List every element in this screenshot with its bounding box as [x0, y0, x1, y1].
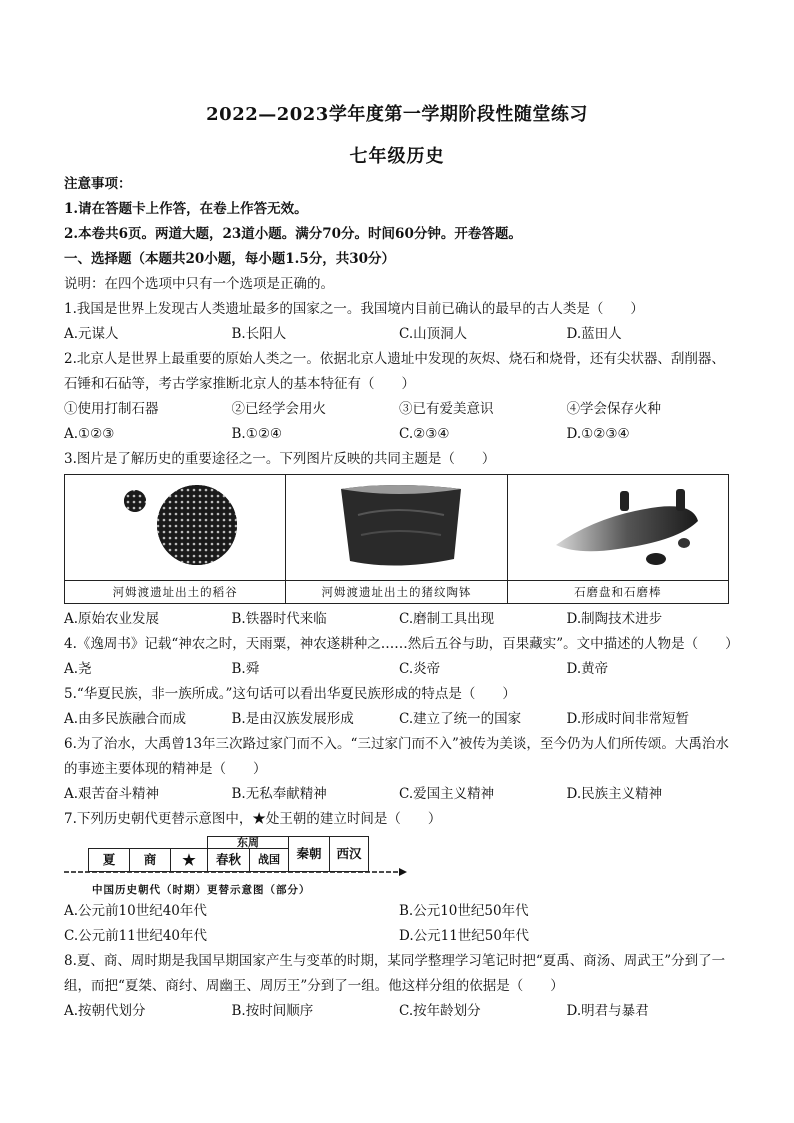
timeline-caption: 中国历史朝代（时期）更替示意图（部分）: [92, 884, 311, 896]
options-row: [64, 899, 734, 924]
option-a: A.由多民族融合而成: [64, 711, 187, 727]
option-d: D.公元11世纪50年代: [399, 928, 529, 944]
option-b: B.铁器时代来临: [231, 611, 327, 627]
option-b: B.舜: [231, 661, 260, 677]
timeline-shang: 商: [129, 848, 171, 872]
items-row: [64, 397, 734, 422]
picture-caption: 河姆渡遗址出土的猪纹陶钵: [286, 580, 506, 603]
notice-heading: 注意事项：: [64, 176, 132, 192]
option-c: C.公元前11世纪40年代: [64, 928, 207, 944]
grinding-stone-image: [508, 475, 728, 580]
question-stem: 5.“华夏民族，非一族所成。”这句话可以看出华夏民族形成的特点是（ ）: [64, 686, 516, 702]
question-stem: 7.下列历史朝代更替示意图中，★处王朝的建立时间是（ ）: [64, 811, 442, 827]
section-note: 说明：在四个选项中只有一个选项是正确的。: [64, 276, 334, 292]
option-a: A.公元前10世纪40年代: [64, 903, 207, 919]
picture-cell: [508, 475, 728, 603]
option-b: B.按时间顺序: [231, 1003, 314, 1019]
rice-grains-image: [65, 475, 285, 580]
timeline-zhanguo: 战国: [249, 848, 289, 872]
option-b: B.①②④: [231, 426, 283, 442]
timeline-xihan: 西汉: [329, 836, 369, 872]
options-row: [64, 782, 734, 807]
option-b: B.是由汉族发展形成: [231, 711, 354, 727]
options-row: [64, 422, 734, 447]
dynasty-timeline: [64, 834, 424, 899]
notice-item: 2.本卷共6页。两道大题，23道小题。满分70分。时间60分钟。开卷答题。: [64, 226, 522, 242]
picture-caption: 河姆渡遗址出土的稻谷: [65, 580, 285, 603]
option-c: C.建立了统一的国家: [399, 711, 522, 727]
question-stem: 1.我国是世界上发现古人类遗址最多的国家之一。我国境内目前已确认的最早的古人类是（ ）: [64, 301, 644, 317]
option-c: C.按年龄划分: [399, 1003, 481, 1019]
exam-content: [64, 172, 739, 1024]
question-stem: 4.《逸周书》记载“神农之时，天雨粟，神农遂耕种之……然后五谷与助，百果藏实”。文中描述的人物是（ ）: [64, 636, 739, 652]
options-row: [64, 924, 734, 949]
statement-item: ①使用打制石器: [64, 401, 159, 417]
option-a: A.按朝代划分: [64, 1003, 146, 1019]
timeline-star: ★: [170, 848, 208, 872]
option-d: D.民族主义精神: [566, 786, 663, 802]
picture-cell: [65, 475, 286, 603]
question-stem: 6.为了治水，大禹曾13年三次路过家门而不入。“三过家门而不入”被传为美谈，至今仍为人们所传颂。大禹治水的事迹主要体现的精神是（ ）: [64, 736, 729, 777]
picture-caption: 石磨盘和石磨棒: [508, 580, 728, 603]
timeline-chunqiu: 春秋: [207, 848, 250, 872]
timeline-qin: 秦朝: [288, 836, 330, 872]
question-stem: 8.夏、商、周时期是我国早期国家产生与变革的时期，某同学整理学习笔记时把“夏禹、商汤、周武王”分到了一组，而把“夏桀、商纣、周幽王、周厉王”分到了一组。他这样分组的依据是（ ）: [64, 953, 726, 994]
picture-cell: [286, 475, 507, 603]
section-heading: 一、选择题（本题共20小题，每小题1.5分，共30分）: [64, 251, 396, 267]
pottery-bowl-image: [286, 475, 506, 580]
picture-table: [64, 474, 729, 604]
notice-item: 1.请在答题卡上作答，在卷上作答无效。: [64, 201, 308, 217]
option-c: C.磨制工具出现: [399, 611, 495, 627]
statement-item: ②已经学会用火: [231, 401, 326, 417]
options-row: [64, 999, 734, 1024]
option-c: C.爱国主义精神: [399, 786, 495, 802]
options-row: [64, 707, 734, 732]
option-a: A.原始农业发展: [64, 611, 160, 627]
option-b: B.长阳人: [231, 326, 287, 342]
option-a: A.①②③: [64, 426, 115, 442]
option-a: A.元谋人: [64, 326, 119, 342]
options-row: [64, 322, 734, 347]
options-row: [64, 657, 734, 682]
option-d: D.制陶技术进步: [566, 611, 663, 627]
option-b: B.公元10世纪50年代: [399, 903, 529, 919]
option-d: D.①②③④: [566, 426, 630, 442]
timeline-xia: 夏: [88, 848, 130, 872]
timeline-dongzhou: 东周: [207, 836, 289, 849]
options-row: [64, 607, 734, 632]
option-d: D.形成时间非常短暂: [566, 711, 690, 727]
statement-item: ③已有爱美意识: [399, 401, 494, 417]
option-c: C.炎帝: [399, 661, 441, 677]
exam-subject: 七年级历史: [349, 146, 445, 167]
option-c: C.②③④: [399, 426, 450, 442]
option-a: A.艰苦奋斗精神: [64, 786, 160, 802]
question-stem: 2.北京人是世界上最重要的原始人类之一。依据北京人遗址中发现的灰烬、烧石和烧骨，还有尖状器、刮削器、石锤和石砧等，考古学家推断北京人的基本特征有（ ）: [64, 351, 725, 392]
question-stem: 3.图片是了解历史的重要途径之一。下列图片反映的共同主题是（ ）: [64, 451, 496, 467]
statement-item: ④学会保存火种: [566, 401, 661, 417]
option-d: D.蓝田人: [566, 326, 622, 342]
option-d: D.黄帝: [566, 661, 609, 677]
exam-title: 2022—2023学年度第一学期阶段性随堂练习: [206, 104, 588, 125]
option-d: D.明君与暴君: [566, 1003, 649, 1019]
option-b: B.无私奉献精神: [231, 786, 327, 802]
option-c: C.山顶洞人: [399, 326, 468, 342]
option-a: A.尧: [64, 661, 92, 677]
